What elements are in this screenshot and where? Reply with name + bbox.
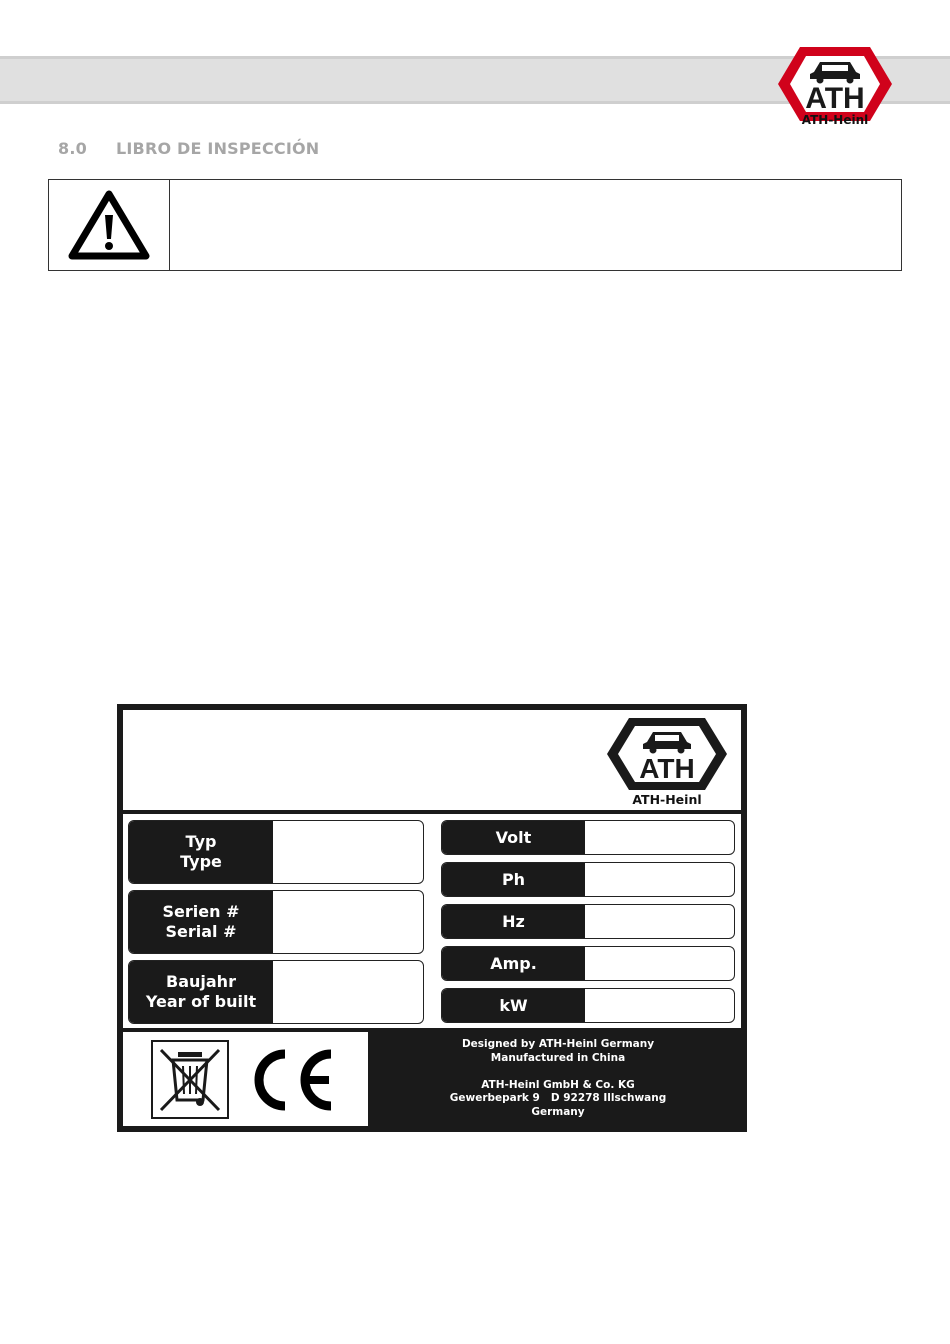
field-hz [441,904,735,939]
field-year-label: Baujahr Year of built [129,961,273,1023]
field-year [128,960,424,1024]
svg-text:ATH: ATH [639,753,695,784]
field-volt-label: Volt [442,821,585,854]
nameplate-header [123,710,741,810]
field-amp-label: Amp. [442,947,585,980]
company-name-text: ATH-Heinl GmbH & Co. KG [481,1078,635,1091]
manufactured-in-text: Manufactured in China [490,1051,626,1064]
field-kw-label: kW [442,989,585,1022]
field-type-label: Typ Type [129,821,273,883]
company-country-text: Germany [531,1105,585,1118]
field-amp [441,946,735,981]
field-serial-label: Serien # Serial # [129,891,273,953]
section-title: LIBRO DE INSPECCIÓN [116,139,320,158]
field-ph-label: Ph [442,863,585,896]
nameplate-marks [123,1032,368,1126]
warning-box [48,179,902,271]
designed-by-text: Designed by ATH-Heinl Germany [461,1038,655,1050]
ce-mark-icon [247,1048,339,1112]
company-address-text: Gewerbepark 9 D 92278 Illschwang [449,1092,667,1104]
field-kw [441,988,735,1023]
field-volt [441,820,735,855]
svg-text:ATH: ATH [805,82,865,115]
ath-logo-icon [605,716,729,794]
nameplate-manufacturer-info [375,1038,741,1126]
warning-icon-cell [49,180,170,270]
section-heading [58,139,319,158]
header-logo-text: ATH-Heinl [801,113,869,127]
field-ph [441,862,735,897]
field-serial [128,890,424,954]
weee-crossed-bin-icon [151,1040,229,1120]
warning-triangle-icon [67,189,151,261]
field-hz-label: Hz [442,905,585,938]
nameplate [117,704,747,1132]
field-type [128,820,424,884]
section-number: 8.0 [58,139,87,158]
nameplate-fields [123,814,741,1028]
nameplate-logo-text: ATH-Heinl [632,792,702,807]
